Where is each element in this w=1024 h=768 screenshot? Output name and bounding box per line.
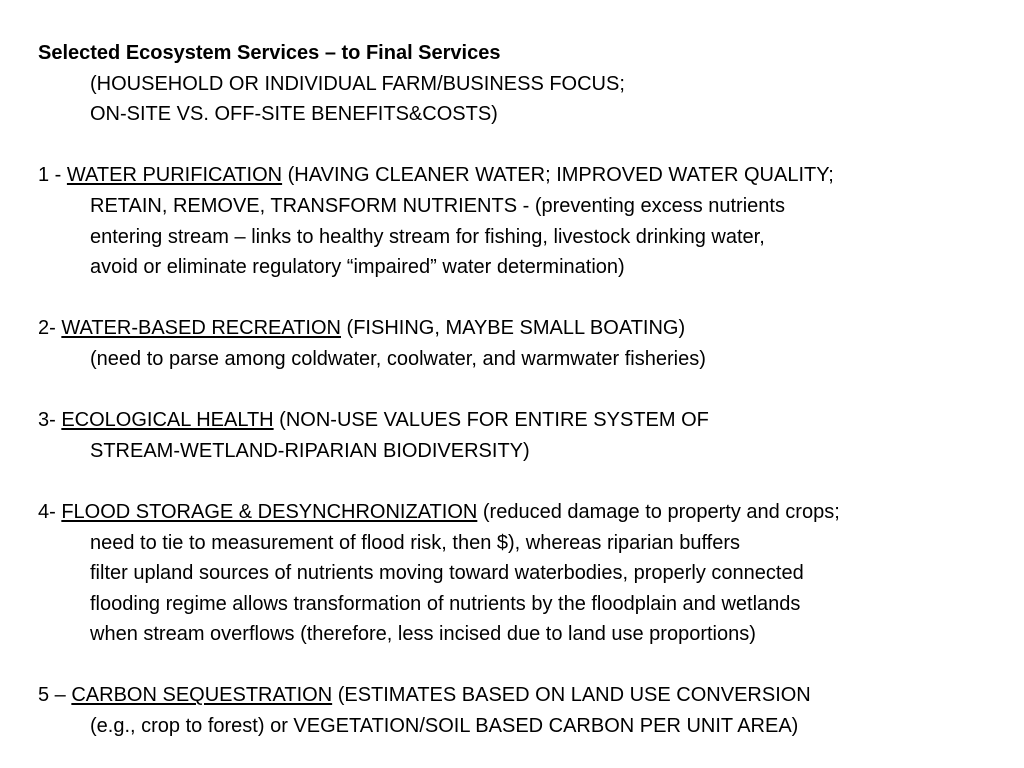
item-2-number: 2- — [38, 317, 62, 340]
slide-title: Selected Ecosystem Services – to Final Services — [38, 42, 501, 64]
item-4-line-2: filter upland sources of nutrients moving toward waterbodies, properly connected — [90, 562, 804, 585]
item-3-number: 3- — [38, 409, 62, 432]
item-5-line-1: (e.g., crop to forest) or VEGETATION/SOIL BASED CARBON PER UNIT AREA) — [90, 715, 799, 738]
item-4-line-4: when stream overflows (therefore, less incised due to land use proportions) — [90, 623, 756, 646]
item-5-number: 5 – — [38, 684, 72, 707]
item-2-line-1: (need to parse among coldwater, coolwater, and warmwater fisheries) — [90, 347, 706, 370]
item-5-term: CARBON SEQUESTRATION — [71, 684, 333, 707]
spacer — [38, 283, 998, 314]
item-5-description: (ESTIMATES BASED ON LAND USE CONVERSION — [332, 684, 811, 707]
item-1-description: (HAVING CLEANER WATER; IMPROVED WATER QUALITY; — [282, 164, 834, 187]
spacer — [38, 130, 998, 161]
item-5-heading — [38, 680, 998, 711]
item-2-description: (FISHING, MAYBE SMALL BOATING) — [341, 317, 686, 340]
item-4-line-1: need to tie to measurement of flood risk, then $), whereas riparian buffers — [90, 531, 740, 554]
item-1-line-1: RETAIN, REMOVE, TRANSFORM NUTRIENTS - (preventing excess nutrients — [90, 194, 785, 217]
item-4-term: FLOOD STORAGE & DESYNCHRONIZATION — [61, 500, 478, 523]
item-4-description: (reduced damage to property and crops; — [477, 500, 840, 523]
item-4-heading — [38, 497, 998, 528]
item-1-heading — [38, 160, 998, 191]
spacer — [38, 650, 998, 681]
item-1-line-3: avoid or eliminate regulatory “impaired” water determination) — [90, 256, 625, 279]
spacer — [38, 375, 998, 406]
item-2-term: WATER-BASED RECREATION — [61, 317, 341, 340]
item-3-description: (NON-USE VALUES FOR ENTIRE SYSTEM OF — [273, 409, 709, 432]
item-3-heading — [38, 405, 998, 436]
title-subtitle-line-2: ON-SITE VS. OFF-SITE BENEFITS&COSTS) — [90, 103, 498, 126]
item-4-line-3: flooding regime allows transformation of nutrients by the floodplain and wetlands — [90, 592, 801, 615]
item-4-number: 4- — [38, 500, 62, 523]
title-subtitle-line-1: (HOUSEHOLD OR INDIVIDUAL FARM/BUSINESS FOCUS; — [90, 72, 625, 95]
item-3-term: ECOLOGICAL HEALTH — [61, 409, 274, 432]
slide-content — [38, 38, 998, 742]
item-1-number: 1 - — [38, 164, 67, 187]
item-2-heading — [38, 313, 998, 344]
spacer — [38, 466, 998, 497]
item-3-line-1: STREAM-WETLAND-RIPARIAN BIODIVERSITY) — [90, 439, 530, 462]
item-1-line-2: entering stream – links to healthy stream for fishing, livestock drinking water, — [90, 225, 765, 248]
item-1-term: WATER PURIFICATION — [66, 164, 283, 187]
